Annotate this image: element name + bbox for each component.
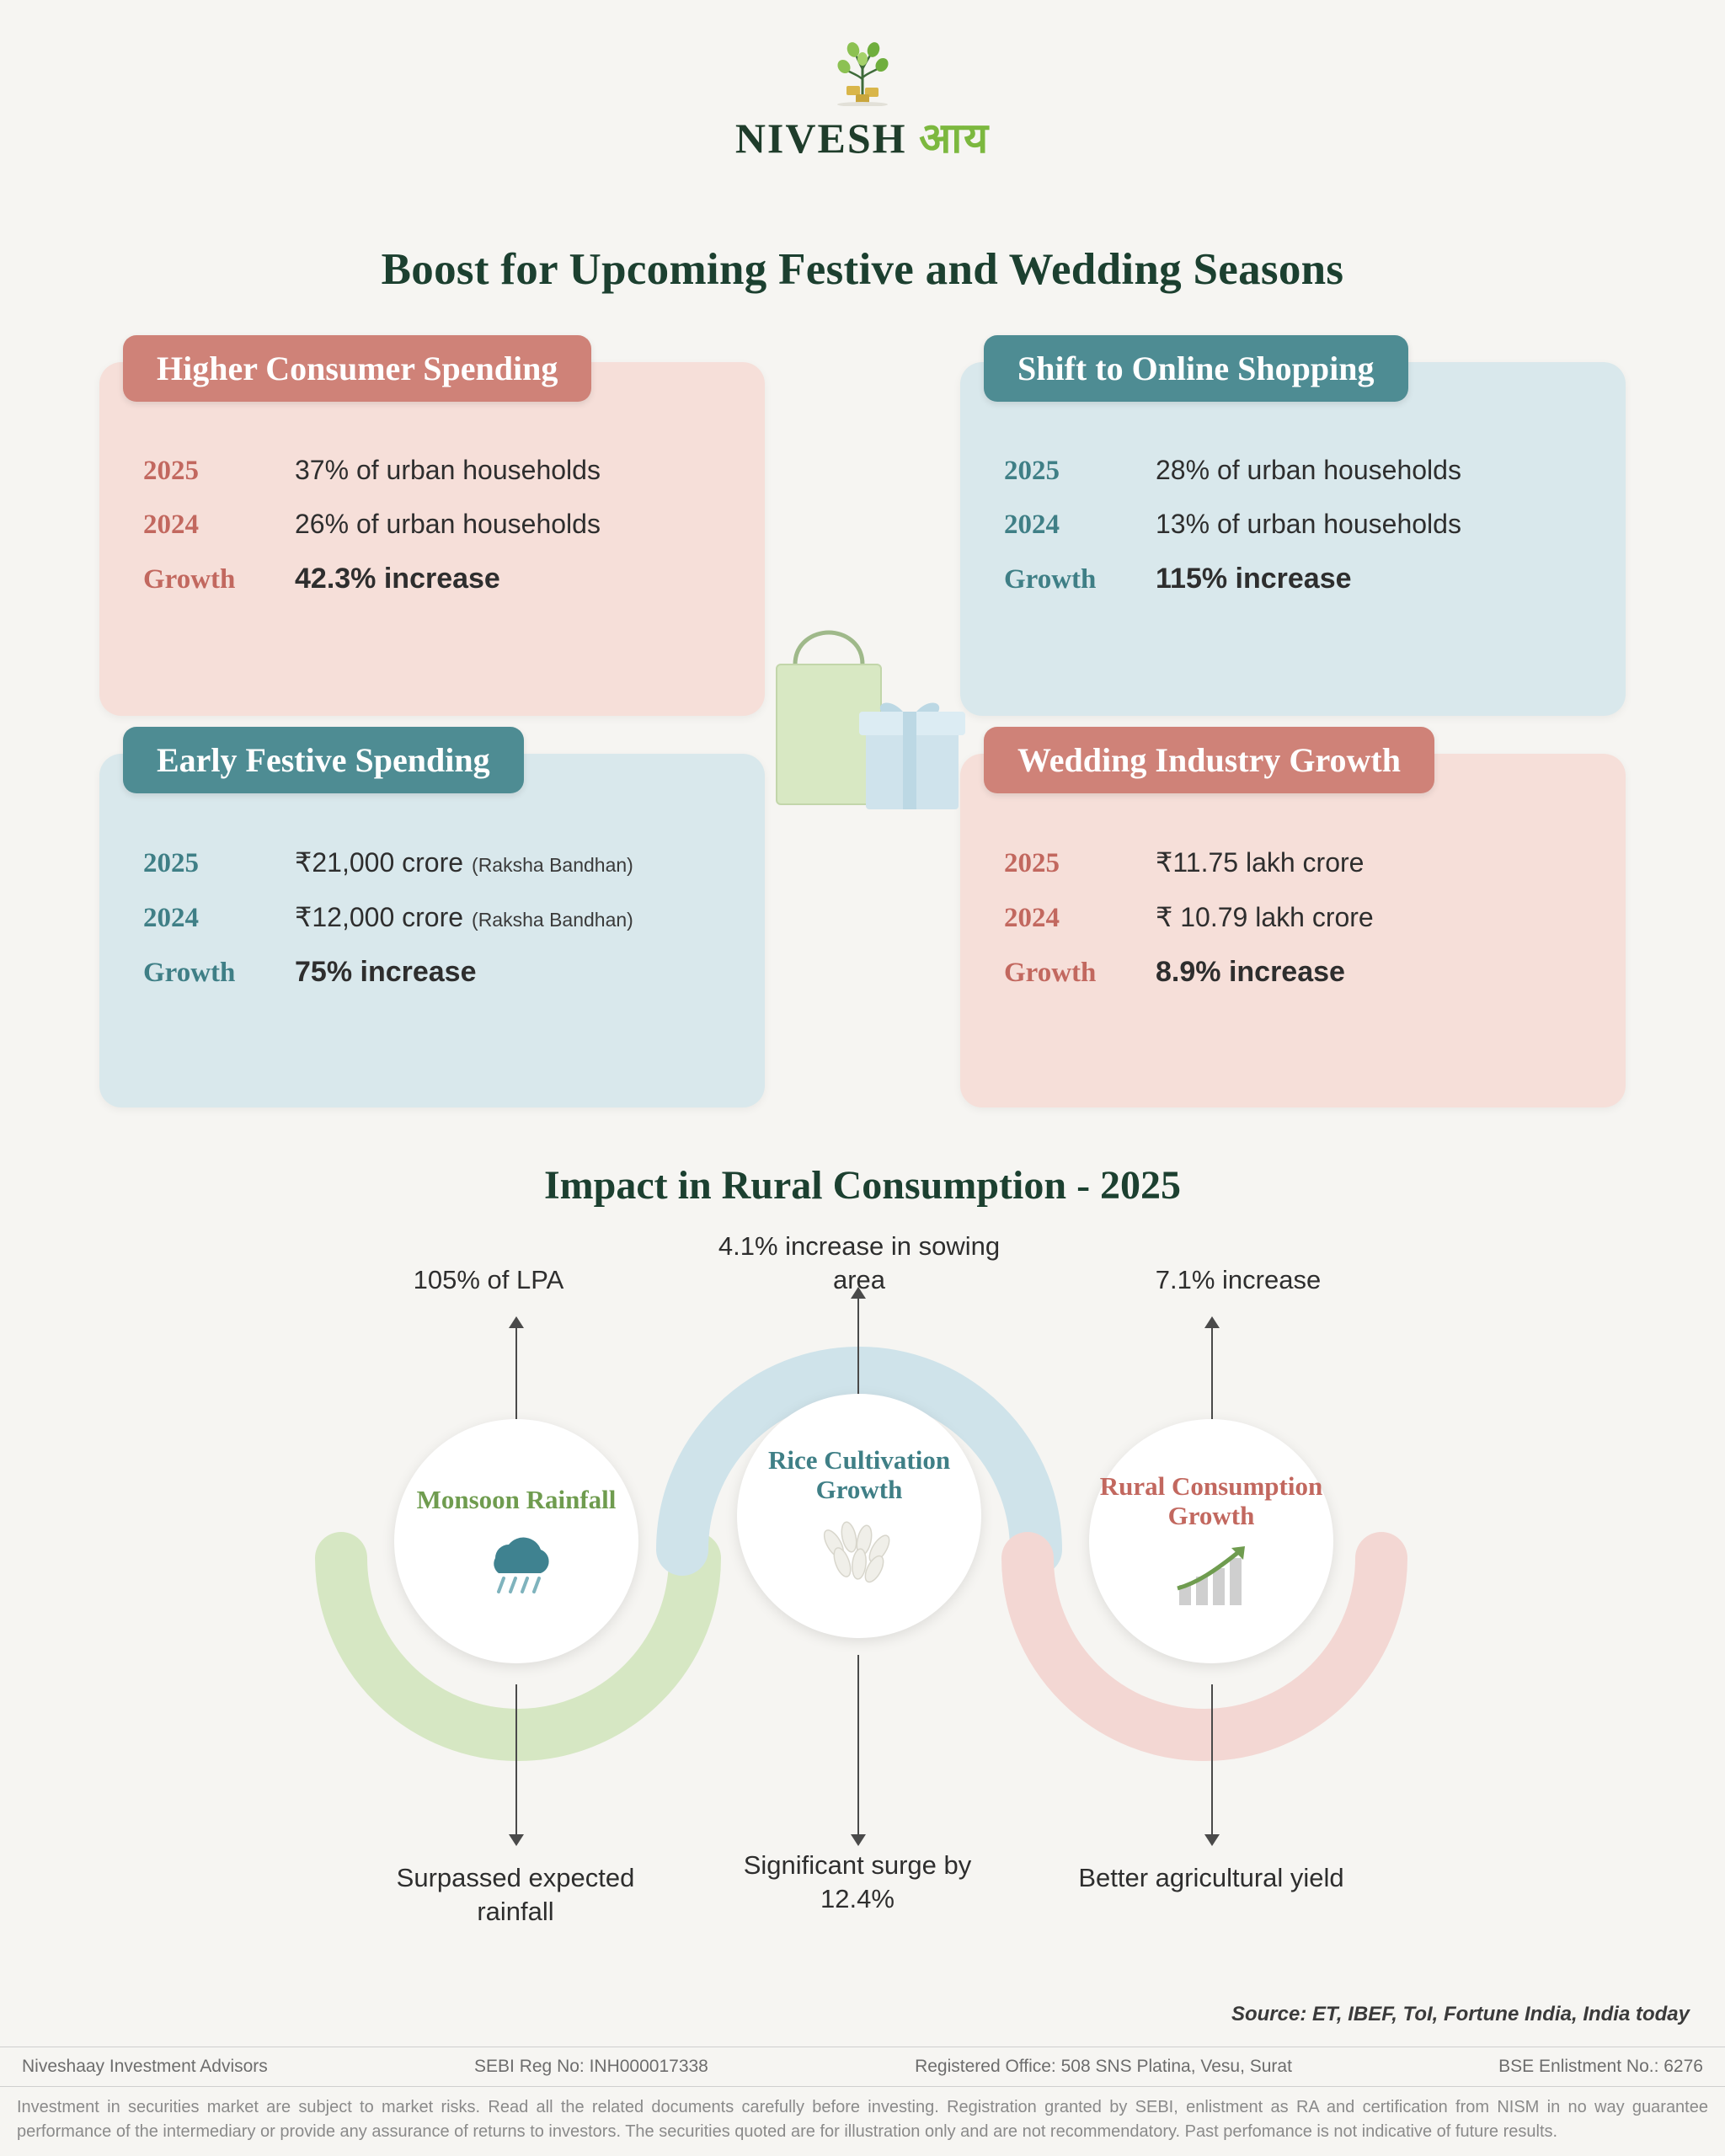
row-label: 2024 bbox=[143, 903, 199, 933]
caption-bottom-rural: Better agricultural yield bbox=[1078, 1863, 1344, 1892]
node-title-monsoon: Monsoon Rainfall bbox=[416, 1484, 617, 1514]
card-title-early-festive-spending: Early Festive Spending bbox=[123, 727, 524, 793]
card-rows bbox=[960, 846, 1626, 1011]
caption-top-rural: 7.1% increase bbox=[1155, 1265, 1322, 1294]
row-value: 42.3% increase bbox=[295, 563, 500, 595]
row-value: 13% of urban households bbox=[1156, 509, 1461, 539]
section-title-rural: Impact in Rural Consumption - 2025 bbox=[543, 1163, 1182, 1208]
card-rows bbox=[99, 846, 765, 1011]
table-row bbox=[960, 563, 1626, 595]
table-row bbox=[99, 901, 765, 934]
caption-bottom-rice: Significant surge by 12.4% bbox=[743, 1850, 972, 1914]
row-label: 2025 bbox=[1004, 848, 1060, 878]
table-row bbox=[960, 956, 1626, 989]
arrow-line-rural-top bbox=[1211, 1326, 1213, 1419]
row-value: ₹11.75 lakh crore bbox=[1156, 847, 1365, 878]
row-value: ₹21,000 crore bbox=[295, 847, 464, 878]
table-row bbox=[960, 455, 1626, 487]
node-monsoon-rainfall bbox=[394, 1419, 638, 1663]
table-row bbox=[99, 455, 765, 487]
node-title-rural: Rural Consumption Growth bbox=[1099, 1471, 1323, 1530]
page-title: Boost for Upcoming Festive and Wedding Seasons bbox=[381, 245, 1344, 294]
card-early-festive-spending bbox=[99, 741, 765, 1107]
arrow-head-rice-bottom bbox=[851, 1834, 866, 1846]
node-title-rice: Rice Cultivation Growth bbox=[767, 1445, 951, 1504]
row-label: 2024 bbox=[143, 510, 199, 540]
tree-money-icon bbox=[816, 40, 909, 106]
table-row bbox=[99, 563, 765, 595]
row-note: (Raksha Bandhan) bbox=[472, 909, 633, 931]
source-note: Source: ET, IBEF, ToI, Fortune India, India today bbox=[1231, 2003, 1690, 2025]
node-rural-consumption-growth bbox=[1089, 1419, 1333, 1663]
footer-bse: BSE Enlistment No.: 6276 bbox=[1498, 2057, 1703, 2076]
arrow-head-rural-bottom bbox=[1204, 1834, 1220, 1846]
table-row bbox=[99, 956, 765, 989]
row-label: Growth bbox=[143, 958, 236, 988]
arrow-head-rural-top bbox=[1204, 1316, 1220, 1328]
card-wedding-industry-growth bbox=[960, 741, 1626, 1107]
card-rows bbox=[960, 455, 1626, 617]
bar-chart-up-icon bbox=[1161, 1534, 1262, 1610]
row-note: (Raksha Bandhan) bbox=[472, 854, 633, 876]
footer-disclaimer: Investment in securities market are subject to market risks. Read all the related documents carefully before investing. Registration granted by SEBI, enlistment as RA and certification from NISM in no way guarantee performance of the intermediary or provide any assurance of returns to investors. The securities quoted are for illustration only and are not recommendatory. Past perfomance is not indicative of future results. bbox=[17, 2098, 1708, 2141]
node-rice-cultivation-growth bbox=[737, 1394, 981, 1638]
rural-nodes bbox=[0, 1231, 1725, 1996]
arrow-line-monsoon-top bbox=[515, 1326, 517, 1419]
table-row bbox=[960, 509, 1626, 541]
card-shift-to-online-shopping bbox=[960, 350, 1626, 716]
table-row bbox=[960, 846, 1626, 879]
footer bbox=[0, 2047, 1725, 2156]
row-label: 2024 bbox=[1004, 903, 1060, 933]
table-row bbox=[99, 846, 765, 879]
row-value: ₹12,000 crore bbox=[295, 902, 464, 932]
table-row bbox=[99, 509, 765, 541]
row-value: 37% of urban households bbox=[295, 455, 601, 485]
rice-grains-icon bbox=[809, 1510, 910, 1586]
card-higher-consumer-spending bbox=[99, 350, 765, 716]
card-title-shift-to-online-shopping: Shift to Online Shopping bbox=[984, 335, 1408, 402]
arrow-head-monsoon-bottom bbox=[509, 1834, 524, 1846]
logo-name-green: आय bbox=[919, 115, 991, 162]
row-label: 2024 bbox=[1004, 510, 1060, 540]
caption-top-monsoon: 105% of LPA bbox=[413, 1265, 564, 1294]
card-title-wedding-industry-growth: Wedding Industry Growth bbox=[984, 727, 1434, 793]
row-label: 2025 bbox=[1004, 456, 1060, 486]
card-rows bbox=[99, 455, 765, 617]
row-label: 2025 bbox=[143, 848, 199, 878]
logo-name-dark: NIVESH bbox=[734, 115, 907, 162]
table-row bbox=[960, 901, 1626, 934]
caption-bottom-monsoon: Surpassed expected rainfall bbox=[396, 1863, 635, 1927]
arrow-line-rural-bottom bbox=[1211, 1684, 1213, 1836]
row-value: 115% increase bbox=[1156, 563, 1352, 595]
row-value: 28% of urban households bbox=[1156, 455, 1461, 485]
caption-top-rice: 4.1% increase in sowing area bbox=[718, 1231, 1001, 1295]
logo-text bbox=[0, 108, 1725, 165]
row-label: Growth bbox=[143, 564, 236, 595]
footer-company: Niveshaay Investment Advisors bbox=[22, 2057, 268, 2076]
shopping-bag-gift-icon bbox=[741, 611, 994, 863]
footer-sebi: SEBI Reg No: INH000017338 bbox=[474, 2057, 708, 2076]
card-title-higher-consumer-spending: Higher Consumer Spending bbox=[123, 335, 591, 402]
footer-office: Registered Office: 508 SNS Platina, Vesu, Surat bbox=[915, 2057, 1292, 2076]
footer-info-bar bbox=[0, 2047, 1725, 2087]
row-label: 2025 bbox=[143, 456, 199, 486]
row-value: 75% increase bbox=[295, 956, 477, 988]
row-value: ₹ 10.79 lakh crore bbox=[1156, 902, 1374, 932]
arrow-line-monsoon-bottom bbox=[515, 1684, 517, 1836]
arrow-line-rice-bottom bbox=[857, 1655, 859, 1836]
row-value: 26% of urban households bbox=[295, 509, 601, 539]
arrow-head-rice-top bbox=[851, 1287, 866, 1299]
row-label: Growth bbox=[1004, 958, 1097, 988]
row-label: Growth bbox=[1004, 564, 1097, 595]
logo bbox=[0, 40, 1725, 165]
row-value: 8.9% increase bbox=[1156, 956, 1345, 988]
arrow-head-monsoon-top bbox=[509, 1316, 524, 1328]
rain-cloud-icon bbox=[470, 1521, 563, 1597]
